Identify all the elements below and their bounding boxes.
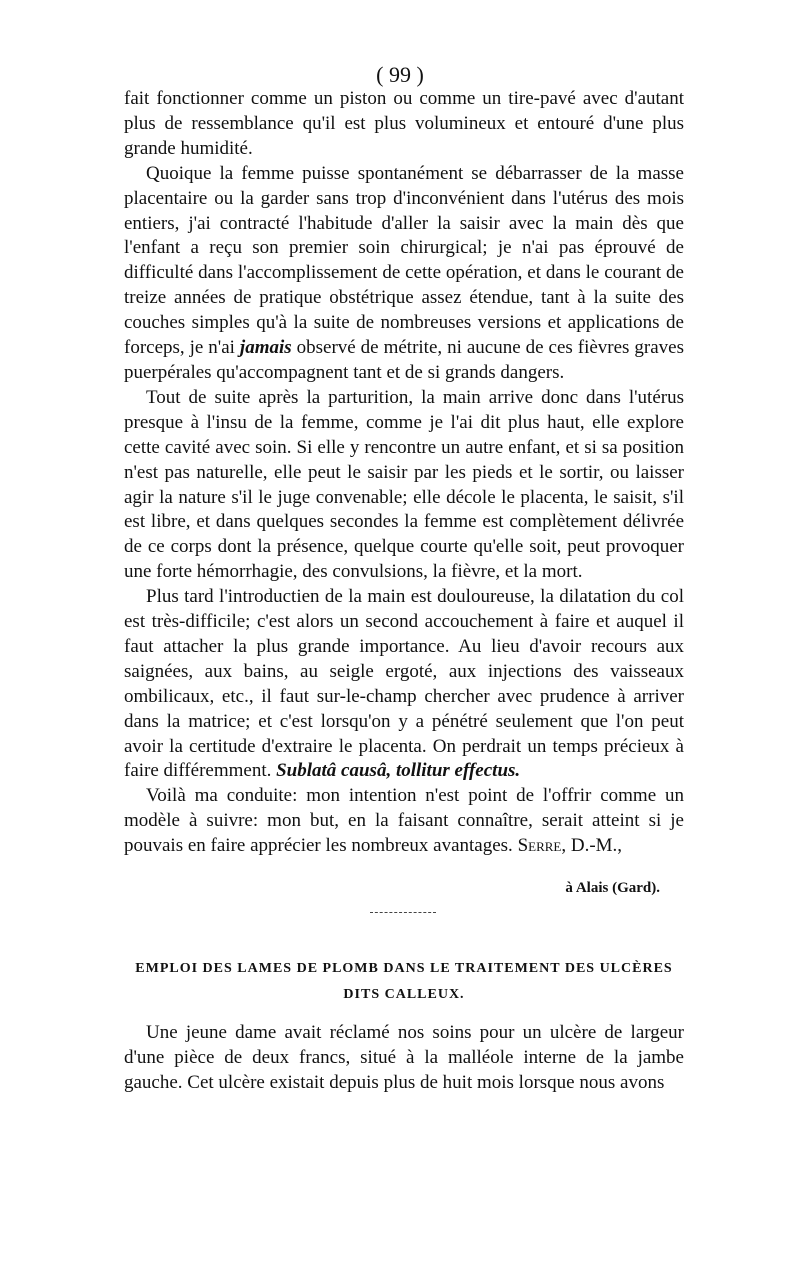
section-heading-line-1: EMPLOI DES LAMES DE PLOMB DANS LE TRAITEMENT DES ULCÈRES [135,961,673,976]
paragraph-5 [124,784,684,859]
latin-maxim: Sublatâ causâ, tollitur effectus. [276,760,521,782]
emphasis-jamais: jamais [239,337,292,359]
article-body [124,87,684,859]
author-signature: Serre, D.-M., [517,835,623,857]
page-number: ( 99 ) [376,62,424,87]
paragraph-2-text-a: Quoique la femme puisse spontanément se débarrasser de la masse placentaire ou la garder sans trop d'inconvénient dans l'utérus des mois entiers, j'ai contracté l'habitude d'aller la saisir avec la main dès que l'enfant a reçu son premier soin chirurgical; je n'ai pas éprouvé de difficulté dans l'accomplissement de cette opération, et dans le courant de treize années de pratique obstétrique assez étendue, tant à la suite des couches simples qu'à la suite de nombreuses versions et applications de forceps, je n'ai [124,162,684,359]
section-heading-line-2: DITS CALLEUX. [343,987,465,1002]
paragraph-3: Tout de suite après la parturition, la main arrive donc dans l'utérus presque à l'insu de la femme, comme je l'ai dit plus haut, elle explore cette cavité avec soin. Si elle y rencontre un autre enfant, et si sa position n'est pas naturelle, elle peut le saisir par les pieds et le sortir, ou laisser agir la nature s'il le juge convenable; elle décole le placenta, le saisit, s'il est libre, et dans quelques secondes la femme est complètement délivrée de ce corps dont la présence, quelque courte qu'elle soit, peut provoquer une forte hémorrhagie, des convulsions, la fièvre, et la mort. [124,386,684,583]
author-location: à Alais (Gard). [565,880,660,896]
section-divider [370,912,436,913]
paragraph-2-text-b: observé de métrite, ni aucune de ces fièvres graves puerpérales qu'accompagnent tant et de si grands dangers. [124,337,684,383]
section-heading [124,956,684,1008]
section-paragraph-1: Une jeune dame avait réclamé nos soins pour un ulcère de largeur d'une pièce de deux francs, situé à la malléole interne de la jambe gauche. Cet ulcère existait depuis plus de huit mois lorsque nous avons [124,1022,684,1093]
paragraph-4-text-a: Plus tard l'introductien de la main est douloureuse, la dilatation du col est très-difficile; c'est alors un second accouchement à faire et auquel il faut attacher la plus grande importance. Au lieu d'avoir recours aux saignées, aux bains, au seigle ergoté, aux injections des vaisseaux ombilicaux, etc., il faut sur-le-champ chercher avec prudence à arriver dans la matrice; et c'est lorsqu'on y a pénétré seulement que l'on peut avoir la certitude d'extraire le placenta. On perdrait un temps précieux à faire différemment. [124,586,684,782]
paragraph-5-text: Voilà ma conduite: mon intention n'est point de l'offrir comme un modèle à suivre: mon but, en la faisant connaître, serait atteint si je pouvais en faire apprécier les nombreux avantages. [124,785,684,857]
paragraph-1: fait fonctionner comme un piston ou comme un tire-pavé avec d'autant plus de ressemblance qu'il est plus volumineux et entouré d'une plus grande humidité. [124,88,684,159]
section-body [124,1020,684,1095]
paragraph-4 [124,585,684,784]
paragraph-2 [124,162,684,386]
